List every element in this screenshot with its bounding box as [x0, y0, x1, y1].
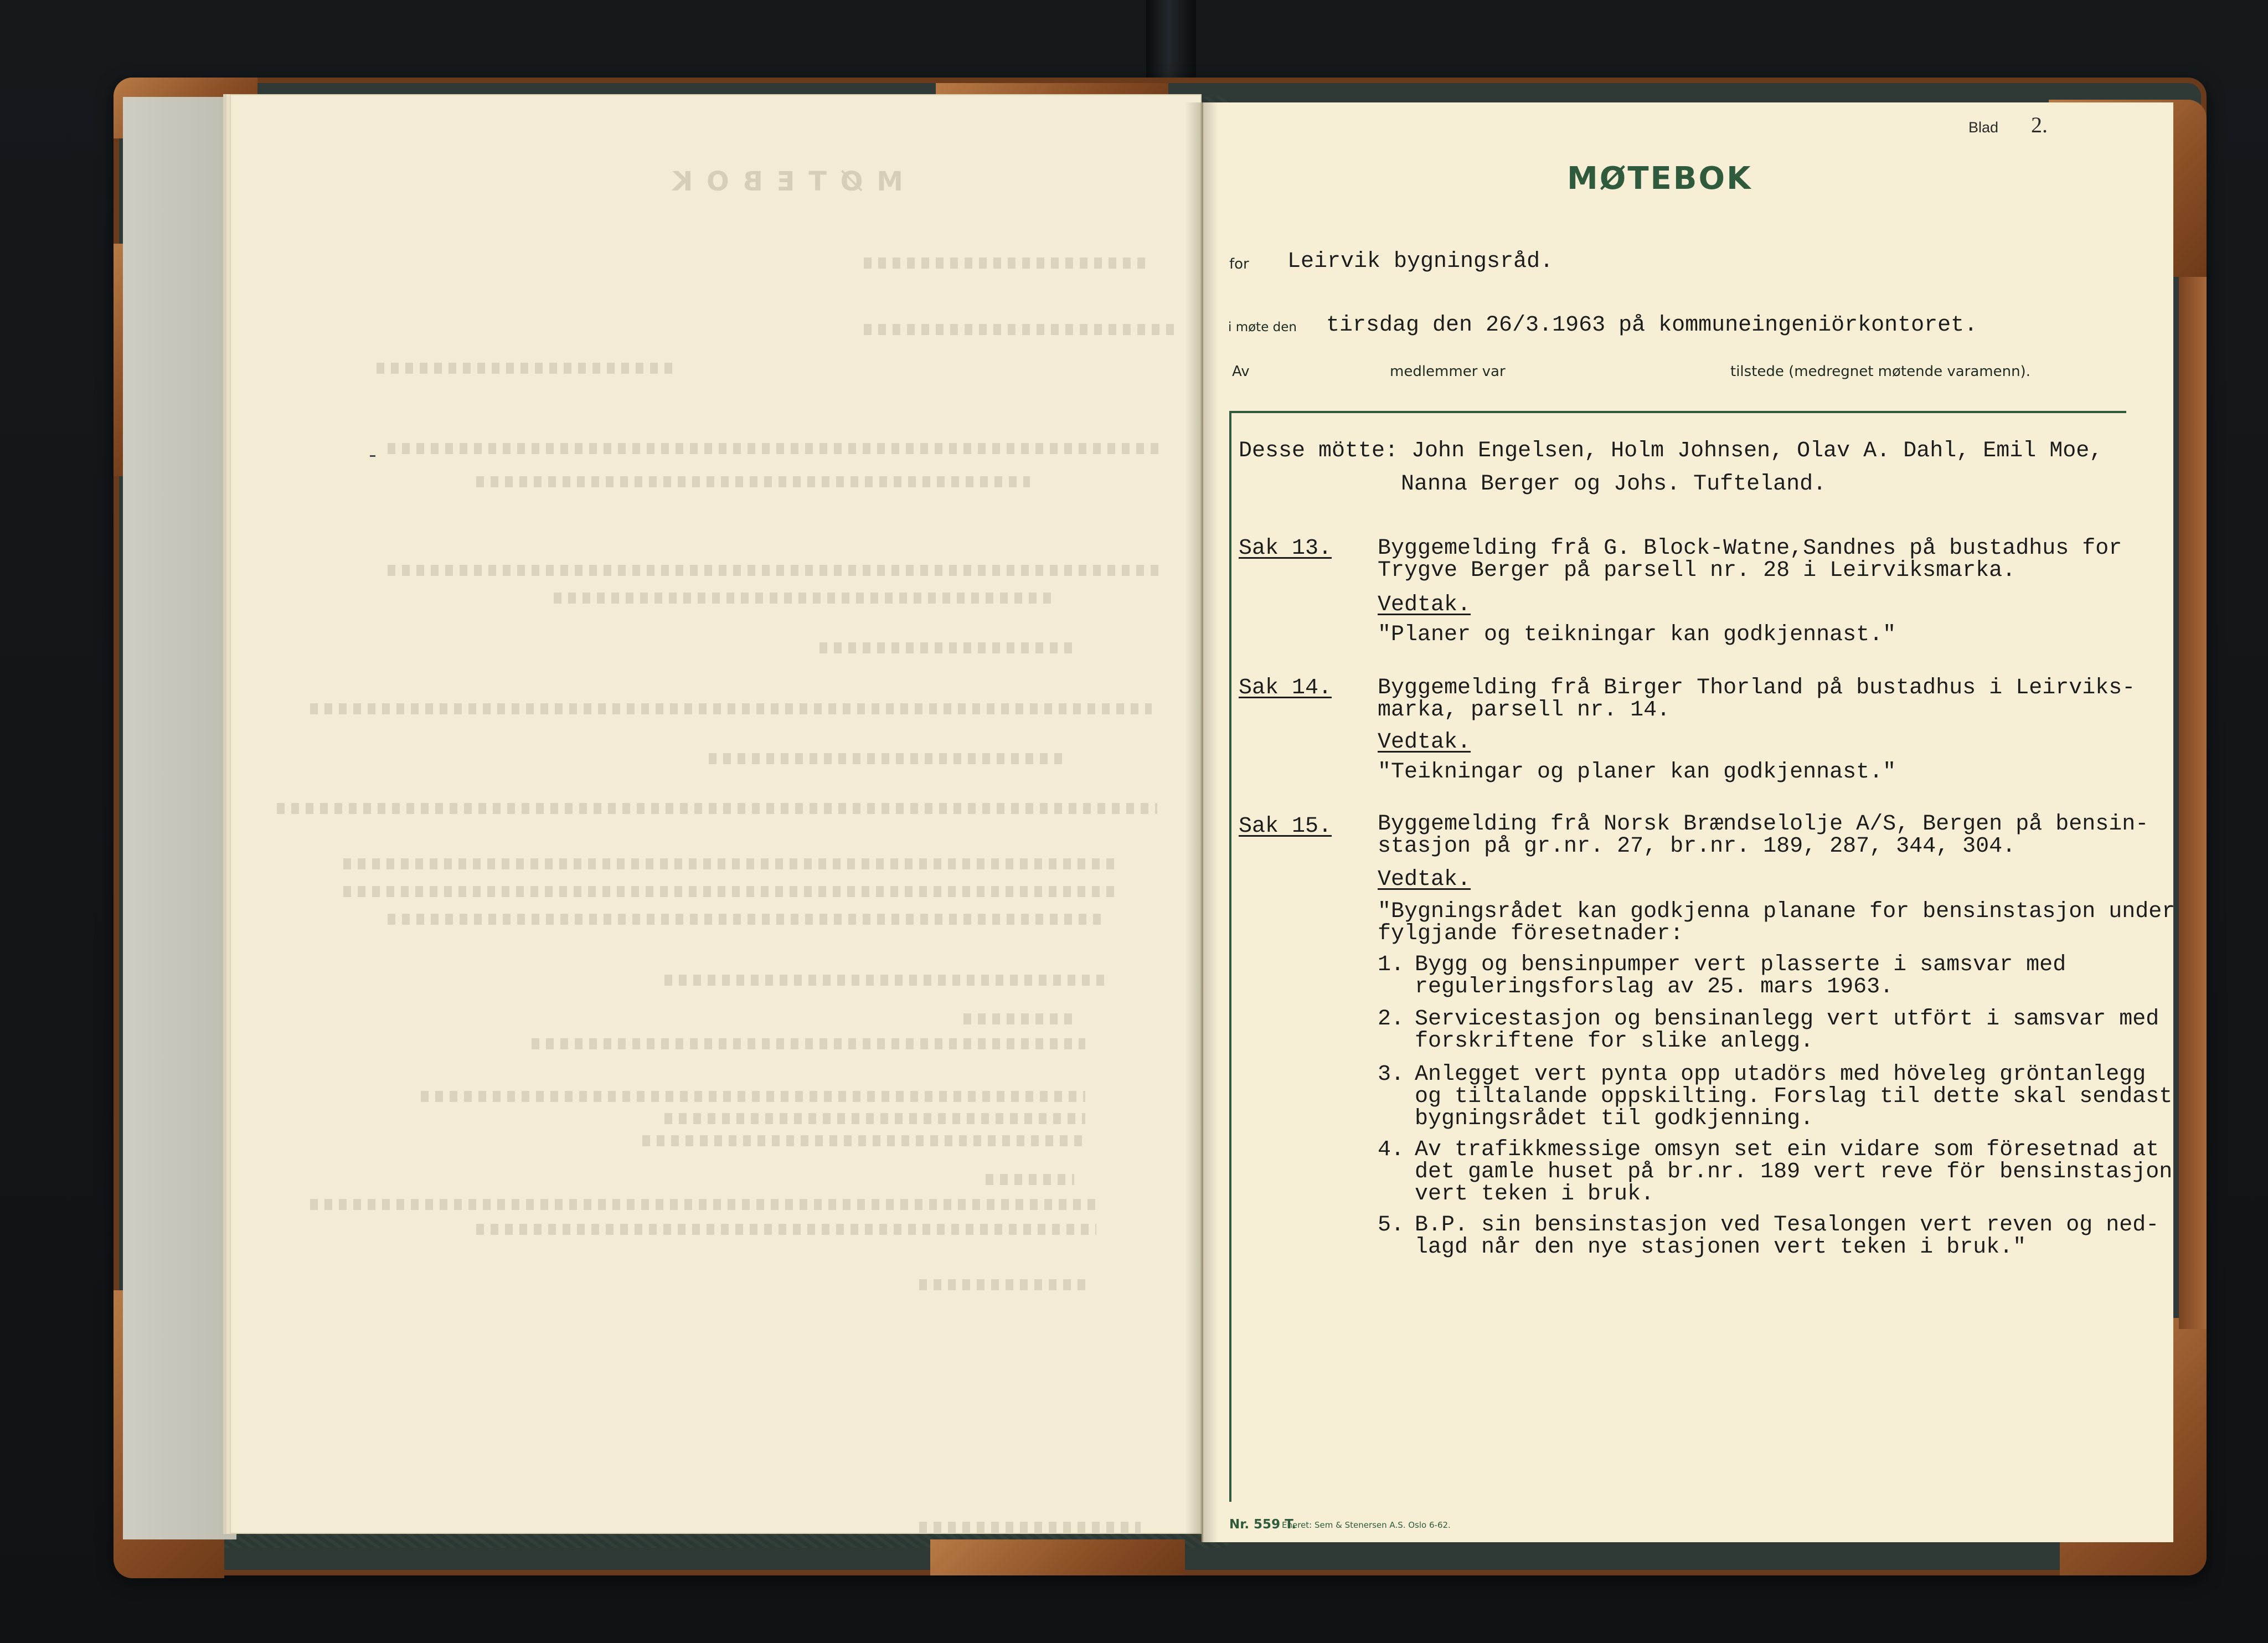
- condition-3-line-2: og tiltalande oppskilting. Forslag til dette skal sendast: [1415, 1084, 2173, 1109]
- backing-sheet: [123, 97, 236, 1539]
- case-13-line-2: Trygve Berger på parsell nr. 28 i Leirviksmarka.: [1378, 558, 2016, 583]
- case-15-vedtak-label: Vedtak.: [1378, 867, 1471, 892]
- form-number: Nr. 559 T.: [1229, 1517, 1297, 1532]
- case-14-vedtak-text: "Teikningar og planer kan godkjennast.": [1378, 760, 1896, 785]
- mote-value: tirsdag den 26/3.1963 på kommuneingeniörkontoret.: [1326, 313, 1978, 338]
- mote-label: i møte den: [1228, 320, 1297, 334]
- bleed-through-line: [664, 975, 1107, 986]
- bleed-through-line: [343, 858, 1118, 869]
- bleed-through-line: [388, 914, 1107, 925]
- bleed-through-line: [532, 1038, 1085, 1049]
- tilstede-label: tilstede (medregnet møtende varamenn).: [1730, 363, 2030, 380]
- condition-2-number: 2.: [1378, 1007, 1405, 1032]
- left-page: [230, 94, 1202, 1534]
- bleed-through-line: [476, 1224, 1096, 1235]
- av-label: Av: [1232, 363, 1250, 380]
- case-15-line-2: stasjon på gr.nr. 27, br.nr. 189, 287, 344, 304.: [1378, 834, 2016, 859]
- bleed-through-title: M Ø T E B O K: [670, 166, 903, 197]
- bleed-through-line: [388, 443, 1163, 454]
- condition-1-number: 1.: [1378, 952, 1405, 977]
- bleed-through-line: [343, 886, 1118, 897]
- bleed-through-line: [664, 1113, 1085, 1124]
- condition-2-line-1: Servicestasjon og bensinanlegg vert utfört i samsvar med: [1415, 1007, 2159, 1032]
- bleed-through-line: [864, 324, 1174, 335]
- pencil-mark: [370, 455, 375, 457]
- bleed-through-line: [377, 363, 676, 374]
- condition-4-line-1: Av trafikkmessige omsyn set ein vidare som föresetnad at: [1415, 1137, 2159, 1162]
- bleed-through-line: [919, 1279, 1085, 1290]
- case-13-label: Sak 13.: [1239, 536, 1332, 561]
- printer-imprint: Eneret: Sem & Stenersen A.S. Oslo 6-62.: [1282, 1520, 1451, 1530]
- condition-5-line-2: lagd når den nye stasjonen vert teken i bruk.": [1415, 1235, 2027, 1260]
- case-14-line-1: Byggemelding frå Birger Thorland på bustadhus i Leirviks-: [1378, 676, 2136, 701]
- medlemmer-label: medlemmer var: [1390, 363, 1506, 380]
- case-14-line-2: marka, parsell nr. 14.: [1378, 698, 1671, 723]
- bleed-through-line: [554, 593, 1052, 604]
- form-divider-horizontal: [1229, 411, 2126, 413]
- bleed-through-line: [476, 476, 1030, 487]
- condition-3-number: 3.: [1378, 1062, 1405, 1087]
- case-15-vedtak-intro-2: fylgjande föresetnader:: [1378, 921, 1684, 946]
- case-14-vedtak-label: Vedtak.: [1378, 730, 1471, 755]
- page-gutter-shadow: [1185, 102, 1218, 1542]
- bleed-through-line: [642, 1135, 1085, 1146]
- bleed-through-line: [963, 1013, 1074, 1024]
- condition-5-number: 5.: [1378, 1213, 1405, 1238]
- condition-3-line-1: Anlegget vert pynta opp utadörs med höveleg gröntanlegg: [1415, 1062, 2146, 1087]
- case-15-line-1: Byggemelding frå Norsk Brændselolje A/S, Bergen på bensin-: [1378, 812, 2149, 837]
- bleed-through-footer: [919, 1522, 1141, 1533]
- case-13-vedtak-text: "Planer og teikningar kan godkjennast.": [1378, 622, 1896, 647]
- bleed-through-line: [421, 1091, 1085, 1102]
- form-divider-vertical: [1229, 411, 1231, 1502]
- condition-2-line-2: forskriftene for slike anlegg.: [1415, 1029, 1814, 1054]
- condition-4-number: 4.: [1378, 1137, 1405, 1162]
- bleed-through-line: [819, 642, 1074, 653]
- case-13-vedtak-label: Vedtak.: [1378, 593, 1471, 617]
- case-15-vedtak-intro-1: "Bygningsrådet kan godkjenna planane for bensinstasjon under: [1378, 899, 2176, 924]
- condition-4-line-2: det gamle huset på br.nr. 189 vert reve för bensinstasjon: [1415, 1160, 2173, 1184]
- attendees-line-2: Nanna Berger og Johs. Tufteland.: [1401, 472, 1827, 497]
- bleed-through-line: [310, 703, 1152, 714]
- condition-5-line-1: B.P. sin bensinstasjon ved Tesalongen vert reven og ned-: [1415, 1213, 2159, 1238]
- page-title: MØTEBOK: [1567, 161, 1752, 197]
- condition-4-line-3: vert teken i bruk.: [1415, 1182, 1654, 1207]
- bleed-through-line: [388, 565, 1163, 576]
- bleed-through-line: [709, 753, 1063, 764]
- condition-1-line-2: reguleringsforslag av 25. mars 1963.: [1415, 975, 1894, 1000]
- bleed-through-line: [277, 803, 1157, 814]
- condition-1-line-1: Bygg og bensinpumper vert plasserte i samsvar med: [1415, 952, 2066, 977]
- condition-3-line-3: bygningsrådet til godkjenning.: [1415, 1106, 1814, 1131]
- leather-spine-bottom: [930, 1539, 1185, 1575]
- blad-number: 2.: [2031, 112, 2048, 137]
- for-value: Leirvik bygningsråd.: [1287, 249, 1554, 274]
- case-15-label: Sak 15.: [1239, 814, 1332, 839]
- case-13-line-1: Byggemelding frå G. Block-Watne,Sandnes på bustadhus for: [1378, 536, 2122, 561]
- bleed-through-line: [310, 1199, 1096, 1210]
- attendees-line-1: Desse mötte: John Engelsen, Holm Johnsen, Olav A. Dahl, Emil Moe,: [1239, 439, 2103, 463]
- case-14-label: Sak 14.: [1239, 676, 1332, 701]
- blad-label: Blad: [1968, 119, 1999, 136]
- bleed-through-line: [864, 257, 1152, 269]
- leather-edge-right: [2179, 277, 2207, 1329]
- for-label: for: [1229, 256, 1249, 272]
- bleed-through-line: [986, 1174, 1074, 1185]
